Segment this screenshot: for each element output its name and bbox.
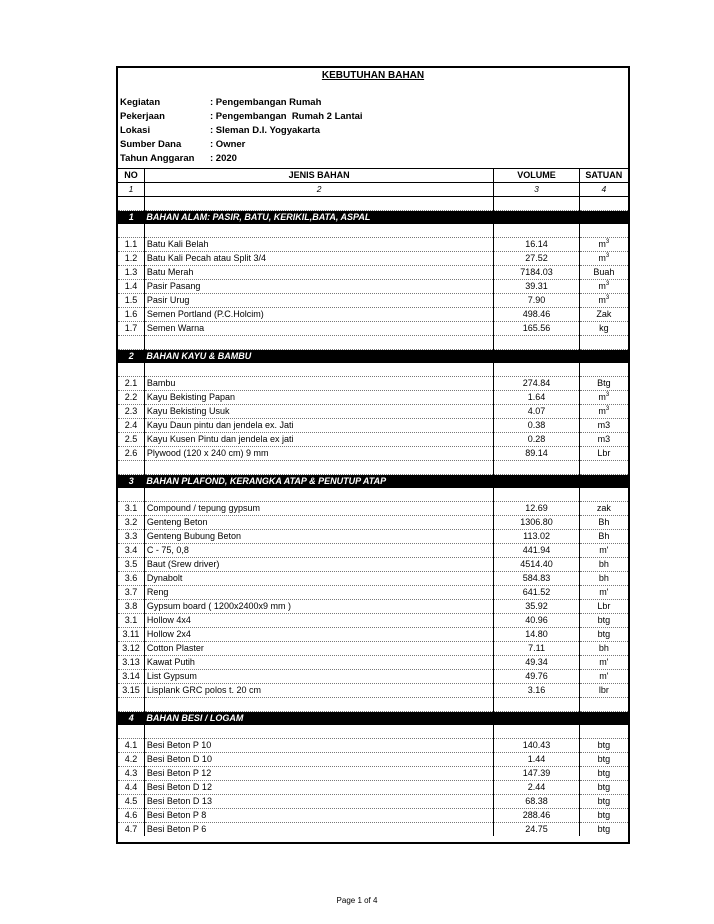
spacer-cell: [494, 336, 579, 350]
item-name: Kayu Daun pintu dan jendela ex. Jati: [144, 419, 493, 433]
unit-text: m': [599, 671, 609, 681]
item-name: Baut (Srew driver): [144, 558, 493, 572]
spacer-cell: [494, 197, 579, 211]
item-volume: 49.76: [494, 670, 579, 684]
spacer-cell: [144, 363, 493, 377]
item-unit: [579, 544, 628, 558]
spacer-cell: [579, 488, 628, 502]
section-header-row: [118, 350, 628, 364]
spacer-cell: [118, 336, 144, 350]
info-row: [120, 124, 363, 138]
item-unit: [579, 391, 628, 405]
item-unit: [579, 823, 628, 837]
item-unit: [579, 586, 628, 600]
info-value: : 2020: [210, 153, 237, 164]
item-volume: 498.46: [494, 308, 579, 322]
spacer-row: [118, 725, 628, 739]
spacer-cell: [579, 224, 628, 238]
item-volume: 1306.80: [494, 516, 579, 530]
spacer-cell: [494, 698, 579, 712]
item-unit: [579, 266, 628, 280]
item-unit: [579, 294, 628, 308]
spacer-row: [118, 336, 628, 350]
unit-text: m: [598, 281, 606, 291]
col-number-no: 1: [118, 183, 144, 197]
spacer-cell: [144, 224, 493, 238]
spacer-cell: [118, 698, 144, 712]
spacer-row: [118, 488, 628, 502]
unit-text: btg: [597, 740, 611, 750]
item-unit: [579, 739, 628, 753]
item-number: 2.5: [118, 433, 144, 447]
item-number: 2.1: [118, 377, 144, 391]
unit-text: lbr: [598, 685, 609, 695]
item-name: Besi Beton P 6: [144, 823, 493, 837]
unit-text: m: [598, 392, 606, 402]
section-number: 2: [118, 350, 144, 364]
item-name: Lisplank GRC polos t. 20 cm: [144, 684, 493, 698]
item-unit: [579, 572, 628, 586]
header-no: NO: [118, 169, 144, 183]
item-unit: [579, 600, 628, 614]
unit-superscript: 3: [605, 281, 610, 287]
unit-superscript: 3: [605, 406, 610, 412]
table-row: [118, 544, 628, 558]
item-unit: [579, 252, 628, 266]
spacer-cell: [579, 197, 628, 211]
item-name: Besi Beton P 8: [144, 809, 493, 823]
item-volume: 274.84: [494, 377, 579, 391]
item-name: Bambu: [144, 377, 493, 391]
unit-text: btg: [597, 796, 611, 806]
table-row: [118, 781, 628, 795]
item-unit: [579, 377, 628, 391]
item-number: 1.7: [118, 322, 144, 336]
spacer-row: [118, 197, 628, 211]
item-unit: [579, 670, 628, 684]
spacer-row: [118, 698, 628, 712]
item-volume: 584.83: [494, 572, 579, 586]
item-name: Kayu Bekisting Usuk: [144, 405, 493, 419]
item-name: Kayu Kusen Pintu dan jendela ex jati: [144, 433, 493, 447]
unit-text: Zak: [596, 309, 612, 319]
table-row: [118, 266, 628, 280]
item-unit: [579, 684, 628, 698]
item-number: 4.7: [124, 824, 138, 834]
item-name: Genteng Beton: [144, 516, 493, 530]
item-number: 2.2: [118, 391, 144, 405]
item-number: 3.5: [118, 558, 144, 572]
spacer-cell: [118, 461, 144, 475]
item-number: 4.4: [118, 781, 144, 795]
spacer-cell: [579, 363, 628, 377]
spacer-cell: [579, 725, 628, 739]
item-unit: [579, 405, 628, 419]
item-unit: [579, 767, 628, 781]
info-label: Tahun Anggaran: [120, 153, 195, 164]
spacer-cell: [118, 725, 144, 739]
item-volume: 14.80: [494, 628, 579, 642]
item-number: 1.3: [118, 266, 144, 280]
table-row: [118, 377, 628, 391]
unit-text: m: [598, 406, 606, 416]
table-row: [118, 767, 628, 781]
item-number: 4.3: [118, 767, 144, 781]
spacer-cell: [494, 224, 579, 238]
table-row: [118, 447, 628, 461]
item-volume: 441.94: [494, 544, 579, 558]
table-row: [118, 280, 628, 294]
item-unit: [579, 502, 628, 516]
info-label: Pekerjaan: [120, 111, 165, 122]
spacer-cell: [144, 197, 493, 211]
spacer-row: [118, 461, 628, 475]
item-number: 4.6: [118, 809, 144, 823]
item-number: 4.1: [118, 739, 144, 753]
section-title: BAHAN PLAFOND, KERANGKA ATAP & PENUTUP ATAP: [144, 475, 628, 489]
item-volume: 4.07: [494, 405, 579, 419]
table-row: [118, 252, 628, 266]
item-volume: 40.96: [494, 614, 579, 628]
info-value: : Pengembangan Rumah 2 Lantai: [210, 111, 363, 122]
info-row: [120, 96, 363, 110]
spacer-cell: [144, 461, 493, 475]
table-row: [118, 308, 628, 322]
item-unit: [579, 238, 628, 252]
table-header-row: [118, 169, 628, 183]
table-row: [118, 391, 628, 405]
table-row: [118, 558, 628, 572]
unit-text: m3: [597, 420, 611, 430]
item-name: Cotton Plaster: [144, 642, 493, 656]
item-name: Genteng Bubung Beton: [144, 530, 493, 544]
item-number: 3.13: [118, 656, 144, 670]
item-unit: [579, 656, 628, 670]
item-name: Semen Warna: [144, 322, 493, 336]
item-volume: 4514.40: [494, 558, 579, 572]
info-row: [120, 110, 363, 124]
material-sheet: [116, 66, 630, 844]
info-value: : Pengembangan Rumah: [210, 97, 322, 108]
unit-text: Bh: [598, 531, 610, 541]
unit-text: btg: [597, 768, 611, 778]
table-row: [118, 572, 628, 586]
item-name: Besi Beton D 12: [144, 781, 493, 795]
item-name: Besi Beton P 10: [144, 739, 493, 753]
section-header-row: [118, 475, 628, 489]
table-row: [118, 642, 628, 656]
item-name: Batu Kali Pecah atau Split 3/4: [144, 252, 493, 266]
table-row: [118, 322, 628, 336]
spacer-cell: [118, 197, 144, 211]
unit-text: m': [599, 587, 609, 597]
item-volume: 0.38: [494, 419, 579, 433]
project-info: [120, 96, 363, 166]
section-header-row: [118, 211, 628, 225]
item-unit: [579, 530, 628, 544]
item-number: 1.1: [118, 238, 144, 252]
item-name: Batu Kali Belah: [144, 238, 493, 252]
header-volume: VOLUME: [494, 169, 579, 183]
item-unit: [579, 614, 628, 628]
spacer-cell: [579, 336, 628, 350]
item-volume: 35.92: [494, 600, 579, 614]
materials-table-body: [118, 169, 628, 837]
table-row: [118, 433, 628, 447]
item-volume: 24.75: [494, 823, 579, 837]
item-number: 1.2: [118, 252, 144, 266]
section-number: 4: [118, 712, 144, 726]
item-unit: [579, 642, 628, 656]
unit-text: Lbr: [597, 448, 611, 458]
section-title: BAHAN KAYU & BAMBU: [144, 350, 628, 364]
item-unit: [579, 447, 628, 461]
info-row: [120, 138, 363, 152]
table-row: [118, 739, 628, 753]
unit-superscript: 3: [605, 392, 610, 398]
spacer-cell: [579, 461, 628, 475]
spacer-cell: [579, 698, 628, 712]
item-volume: 140.43: [494, 739, 579, 753]
item-number: 1.5: [118, 294, 144, 308]
info-label: Sumber Dana: [120, 139, 182, 150]
spacer-row: [118, 363, 628, 377]
info-label: Lokasi: [120, 125, 151, 136]
item-unit: [579, 781, 628, 795]
item-number: 3.3: [118, 530, 144, 544]
unit-text: btg: [597, 824, 611, 834]
item-volume: 1.44: [494, 753, 579, 767]
item-number: 3.12: [118, 642, 144, 656]
item-number: 3.7: [118, 586, 144, 600]
spacer-cell: [144, 725, 493, 739]
item-volume: 39.31: [494, 280, 579, 294]
col-number-name: 2: [144, 183, 493, 197]
unit-text: btg: [597, 629, 611, 639]
table-row: [118, 656, 628, 670]
column-number-row: [118, 183, 628, 197]
spacer-cell: [144, 698, 493, 712]
item-name: Reng: [144, 586, 493, 600]
info-row: [120, 152, 363, 166]
table-row: [118, 684, 628, 698]
unit-text: bh: [598, 643, 609, 653]
table-row: [118, 614, 628, 628]
item-number: 1.4: [118, 280, 144, 294]
unit-text: m3: [597, 434, 611, 444]
section-header-row: [118, 712, 628, 726]
item-name: Kayu Bekisting Papan: [144, 391, 493, 405]
item-volume: 2.44: [494, 781, 579, 795]
unit-text: m': [599, 545, 609, 555]
unit-text: Buah: [593, 267, 615, 277]
table-row: [118, 670, 628, 684]
table-row: [118, 502, 628, 516]
item-number: 3.15: [118, 684, 144, 698]
item-name: Besi Beton D 10: [144, 753, 493, 767]
item-volume: 147.39: [494, 767, 579, 781]
unit-text: kg: [599, 323, 609, 333]
unit-superscript: 3: [605, 253, 610, 259]
item-unit: [579, 516, 628, 530]
spacer-cell: [494, 363, 579, 377]
item-name: Gypsum board ( 1200x2400x9 mm ): [144, 600, 493, 614]
item-number: 3.1: [118, 502, 144, 516]
unit-text: btg: [597, 615, 611, 625]
item-number: 2.3: [118, 405, 144, 419]
unit-superscript: 3: [605, 239, 610, 245]
item-volume: 165.56: [494, 322, 579, 336]
item-volume: 7.11: [494, 642, 579, 656]
item-name: Plywood (120 x 240 cm) 9 mm: [144, 447, 493, 461]
unit-text: m': [599, 657, 609, 667]
item-unit: [579, 795, 628, 809]
item-unit: [579, 433, 628, 447]
unit-text: Bh: [598, 517, 610, 527]
item-unit: [579, 419, 628, 433]
table-row: [118, 405, 628, 419]
spacer-cell: [118, 224, 144, 238]
item-number: 3.1: [118, 614, 144, 628]
unit-text: btg: [597, 754, 611, 764]
unit-text: Btg: [597, 378, 611, 388]
unit-text: bh: [598, 573, 609, 583]
item-number: 4.5: [118, 795, 144, 809]
section-number: 1: [118, 211, 144, 225]
item-number: 3.6: [118, 572, 144, 586]
item-volume: 7.90: [494, 294, 579, 308]
table-row: [118, 530, 628, 544]
item-name: Compound / tepung gypsum: [144, 502, 493, 516]
item-name: Besi Beton P 12: [144, 767, 493, 781]
section-number: 3: [118, 475, 144, 489]
item-volume: 68.38: [494, 795, 579, 809]
item-number: 3.4: [118, 544, 144, 558]
spacer-cell: [494, 488, 579, 502]
item-name: Dynabolt: [144, 572, 493, 586]
item-volume: 12.69: [494, 502, 579, 516]
item-volume: 3.16: [494, 684, 579, 698]
item-name: Pasir Pasang: [144, 280, 493, 294]
unit-text: btg: [597, 810, 611, 820]
item-name: Batu Merah: [144, 266, 493, 280]
section-title: BAHAN BESI / LOGAM: [144, 712, 628, 726]
item-number: 2.4: [118, 419, 144, 433]
spacer-cell: [494, 461, 579, 475]
item-name: Pasir Urug: [144, 294, 493, 308]
item-name: Kawat Putih: [144, 656, 493, 670]
table-row: [118, 795, 628, 809]
info-value: : Sleman D.I. Yogyakarta: [210, 125, 320, 136]
item-volume: 1.64: [494, 391, 579, 405]
item-number: 1.6: [118, 308, 144, 322]
table-row: [118, 516, 628, 530]
table-row: [118, 586, 628, 600]
header-jenis-bahan: JENIS BAHAN: [144, 169, 493, 183]
item-volume: 7184.03: [494, 266, 579, 280]
table-row: [118, 419, 628, 433]
item-name: List Gypsum: [144, 670, 493, 684]
unit-text: m: [598, 295, 606, 305]
item-unit: [579, 753, 628, 767]
unit-superscript: 3: [605, 295, 610, 301]
item-volume: 89.14: [494, 447, 579, 461]
unit-text: m: [598, 253, 606, 263]
item-volume: 641.52: [494, 586, 579, 600]
materials-table: [118, 168, 628, 836]
spacer-cell: [144, 488, 493, 502]
item-unit: [579, 322, 628, 336]
info-value: : Owner: [210, 139, 246, 150]
col-number-satuan: 4: [579, 183, 628, 197]
item-number: 3.14: [118, 670, 144, 684]
unit-text: bh: [598, 559, 609, 569]
table-row: [118, 809, 628, 823]
item-unit: [579, 628, 628, 642]
item-volume: 0.28: [494, 433, 579, 447]
item-name: Hollow 2x4: [144, 628, 493, 642]
item-number: 2.6: [118, 447, 144, 461]
table-row: [118, 823, 628, 837]
item-number: 3.8: [118, 600, 144, 614]
spacer-cell: [118, 363, 144, 377]
item-unit: [579, 809, 628, 823]
item-name: Hollow 4x4: [144, 614, 493, 628]
header-satuan: SATUAN: [579, 169, 628, 183]
item-name: Semen Portland (P.C.Holcim): [144, 308, 493, 322]
item-unit: [579, 308, 628, 322]
item-name: Besi Beton D 13: [144, 795, 493, 809]
spacer-row: [118, 224, 628, 238]
item-unit: [579, 558, 628, 572]
item-volume: 16.14: [494, 238, 579, 252]
page-footer: Page 1 of 4: [336, 896, 378, 905]
item-number: 3.2: [118, 516, 144, 530]
document-title: KEBUTUHAN BAHAN: [321, 70, 425, 81]
item-number: 3.11: [118, 628, 144, 642]
item-name: C - 75, 0,8: [144, 544, 493, 558]
item-unit: [579, 280, 628, 294]
unit-text: Lbr: [597, 601, 611, 611]
item-number: 4.2: [118, 753, 144, 767]
section-title: BAHAN ALAM: PASIR, BATU, KERIKIL,BATA, ASPAL: [144, 211, 628, 225]
info-label: Kegiatan: [120, 97, 161, 108]
table-row: [118, 600, 628, 614]
unit-text: btg: [597, 782, 611, 792]
table-row: [118, 238, 628, 252]
spacer-cell: [494, 725, 579, 739]
col-number-volume: 3: [494, 183, 579, 197]
table-row: [118, 753, 628, 767]
item-volume: 113.02: [494, 530, 579, 544]
table-row: [118, 294, 628, 308]
table-row: [118, 628, 628, 642]
spacer-cell: [118, 488, 144, 502]
item-volume: 27.52: [494, 252, 579, 266]
unit-text: m: [598, 239, 606, 249]
spacer-cell: [144, 336, 493, 350]
item-volume: 288.46: [494, 809, 579, 823]
item-volume: 49.34: [494, 656, 579, 670]
unit-text: zak: [596, 503, 611, 513]
